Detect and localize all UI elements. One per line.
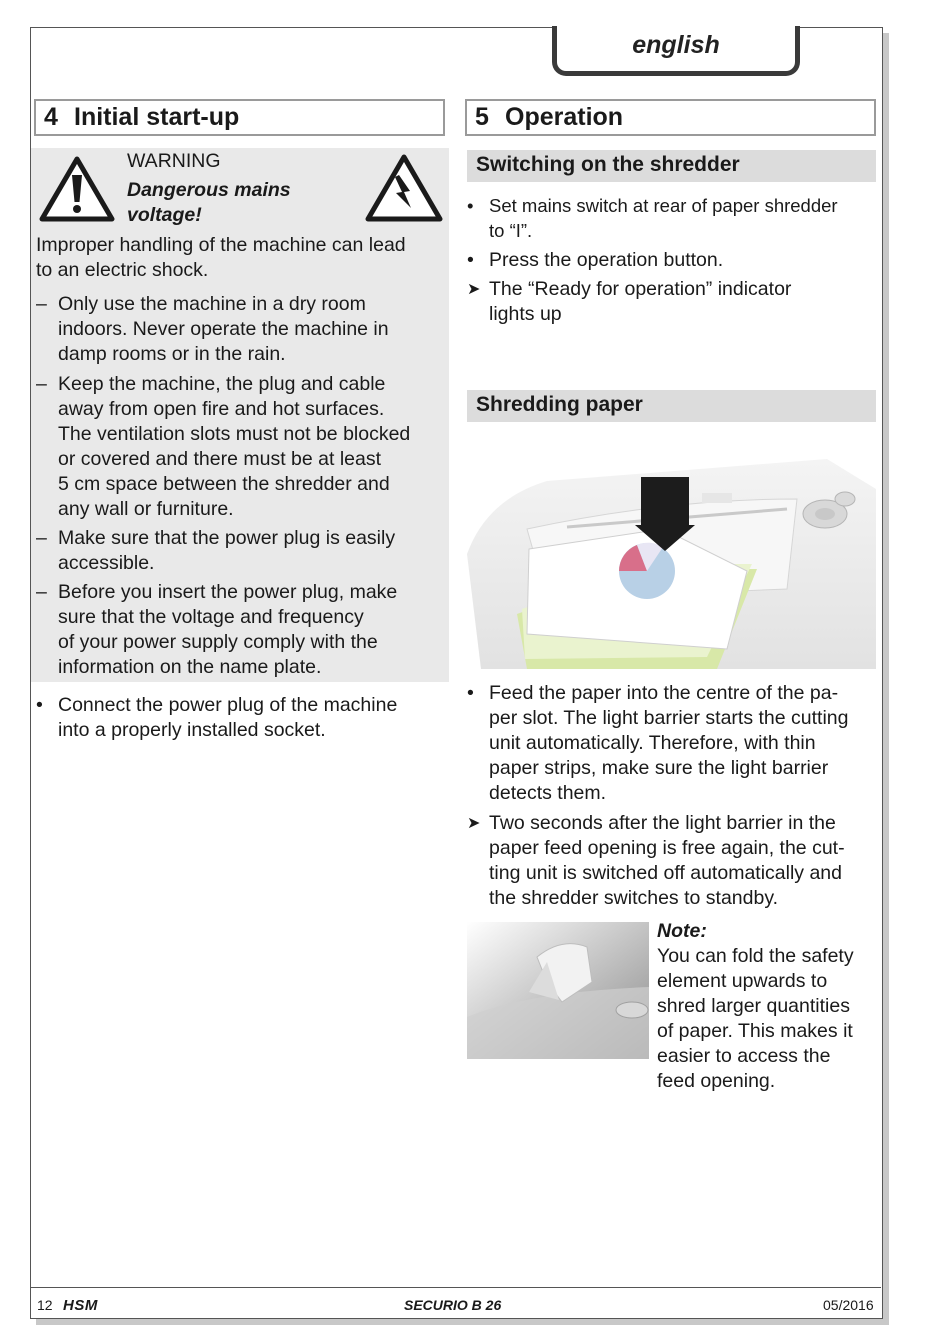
warning-intro-line2: to an electric shock. [36,259,209,281]
warning-label: WARNING [127,150,221,172]
item-line: Feed the paper into the centre of the pa- [489,682,839,704]
note-line: shred larger quantities [657,995,850,1017]
note-label: Note: [657,920,707,942]
arrow-result-icon: ➤ [467,815,481,832]
section-title-text: Operation [505,103,624,131]
subheading-shredding-paper: Shredding paper [467,390,876,422]
note-line: of paper. This makes it [657,1020,853,1042]
footer-divider [31,1287,881,1288]
item-line: paper strips, make sure the light barrier [489,757,829,779]
item-line: any wall or furniture. [58,498,234,520]
item-line: accessible. [58,552,155,574]
warning-exclamation-icon [39,155,115,223]
item-line: into a properly installed socket. [58,719,326,741]
note-line: element upwards to [657,970,828,992]
arrow-result-icon: ➤ [467,281,481,298]
electric-shock-icon [365,153,443,223]
section-title-text: Initial start-up [74,103,240,131]
item-line: damp rooms or in the rain. [58,343,286,365]
item-line: Make sure that the power plug is easily [58,527,396,549]
item-line: of your power supply comply with the [58,631,378,653]
note-line: You can fold the safety [657,945,854,967]
warning-intro-line1: Improper handling of the machine can lead [36,234,406,256]
item-line: away from open fire and hot surfaces. [58,398,385,420]
section-title-operation [465,99,876,136]
bullet-marker: • [467,249,474,271]
item-line: to “I”. [489,220,533,241]
page-number: 12 [37,1297,53,1313]
item-line: paper feed opening is free again, the cut- [489,837,845,859]
item-line: per slot. The light barrier starts the cutting [489,707,849,729]
item-line: detects them. [489,782,607,804]
model-name: SECURIO B 26 [404,1297,502,1313]
item-line: Set mains switch at rear of paper shredder [489,195,838,216]
section-title-initial-startup [34,99,445,136]
item-line: Keep the machine, the plug and cable [58,373,386,395]
footer-date: 05/2016 [823,1297,874,1313]
item-line: 5 cm space between the shredder and [58,473,390,495]
item-line: The “Ready for operation” indicator [489,278,792,300]
warning-subtitle-line2: voltage! [127,204,202,226]
item-line: indoors. Never operate the machine in [58,318,389,340]
dash-marker: – [36,293,47,315]
dash-marker: – [36,373,47,395]
item-line: Before you insert the power plug, make [58,581,398,603]
item-line: or covered and there must be at least [58,448,382,470]
item-line: Press the operation button. [489,249,724,271]
safety-element-image [467,922,649,1059]
shredder-feeding-image [467,459,876,669]
bullet-marker: • [467,682,474,704]
section-number: 5 [475,103,489,131]
language-label: english [632,31,720,59]
dash-marker: – [36,581,47,603]
subheading-switching-on: Switching on the shredder [467,150,876,182]
bullet-marker: • [467,195,474,216]
item-line: information on the name plate. [58,656,322,678]
item-line: the shredder switches to standby. [489,887,779,909]
item-line: sure that the voltage and frequency [58,606,364,628]
item-line: Only use the machine in a dry room [58,293,366,315]
warning-subtitle-line1: Dangerous mains [127,179,291,201]
item-line: The ventilation slots must not be blocked [58,423,411,445]
item-line: Connect the power plug of the machine [58,694,398,716]
dash-marker: – [36,527,47,549]
note-line: easier to access the [657,1045,831,1067]
item-line: lights up [489,303,562,325]
item-line: unit automatically. Therefore, with thin [489,732,816,754]
item-line: Two seconds after the light barrier in the [489,812,836,834]
section-number: 4 [44,103,58,131]
item-line: ting unit is switched off automatically and [489,862,842,884]
language-tab [552,26,800,76]
brand-logo: HSM [63,1297,98,1314]
note-line: feed opening. [657,1070,776,1092]
bullet-marker: • [36,694,43,716]
